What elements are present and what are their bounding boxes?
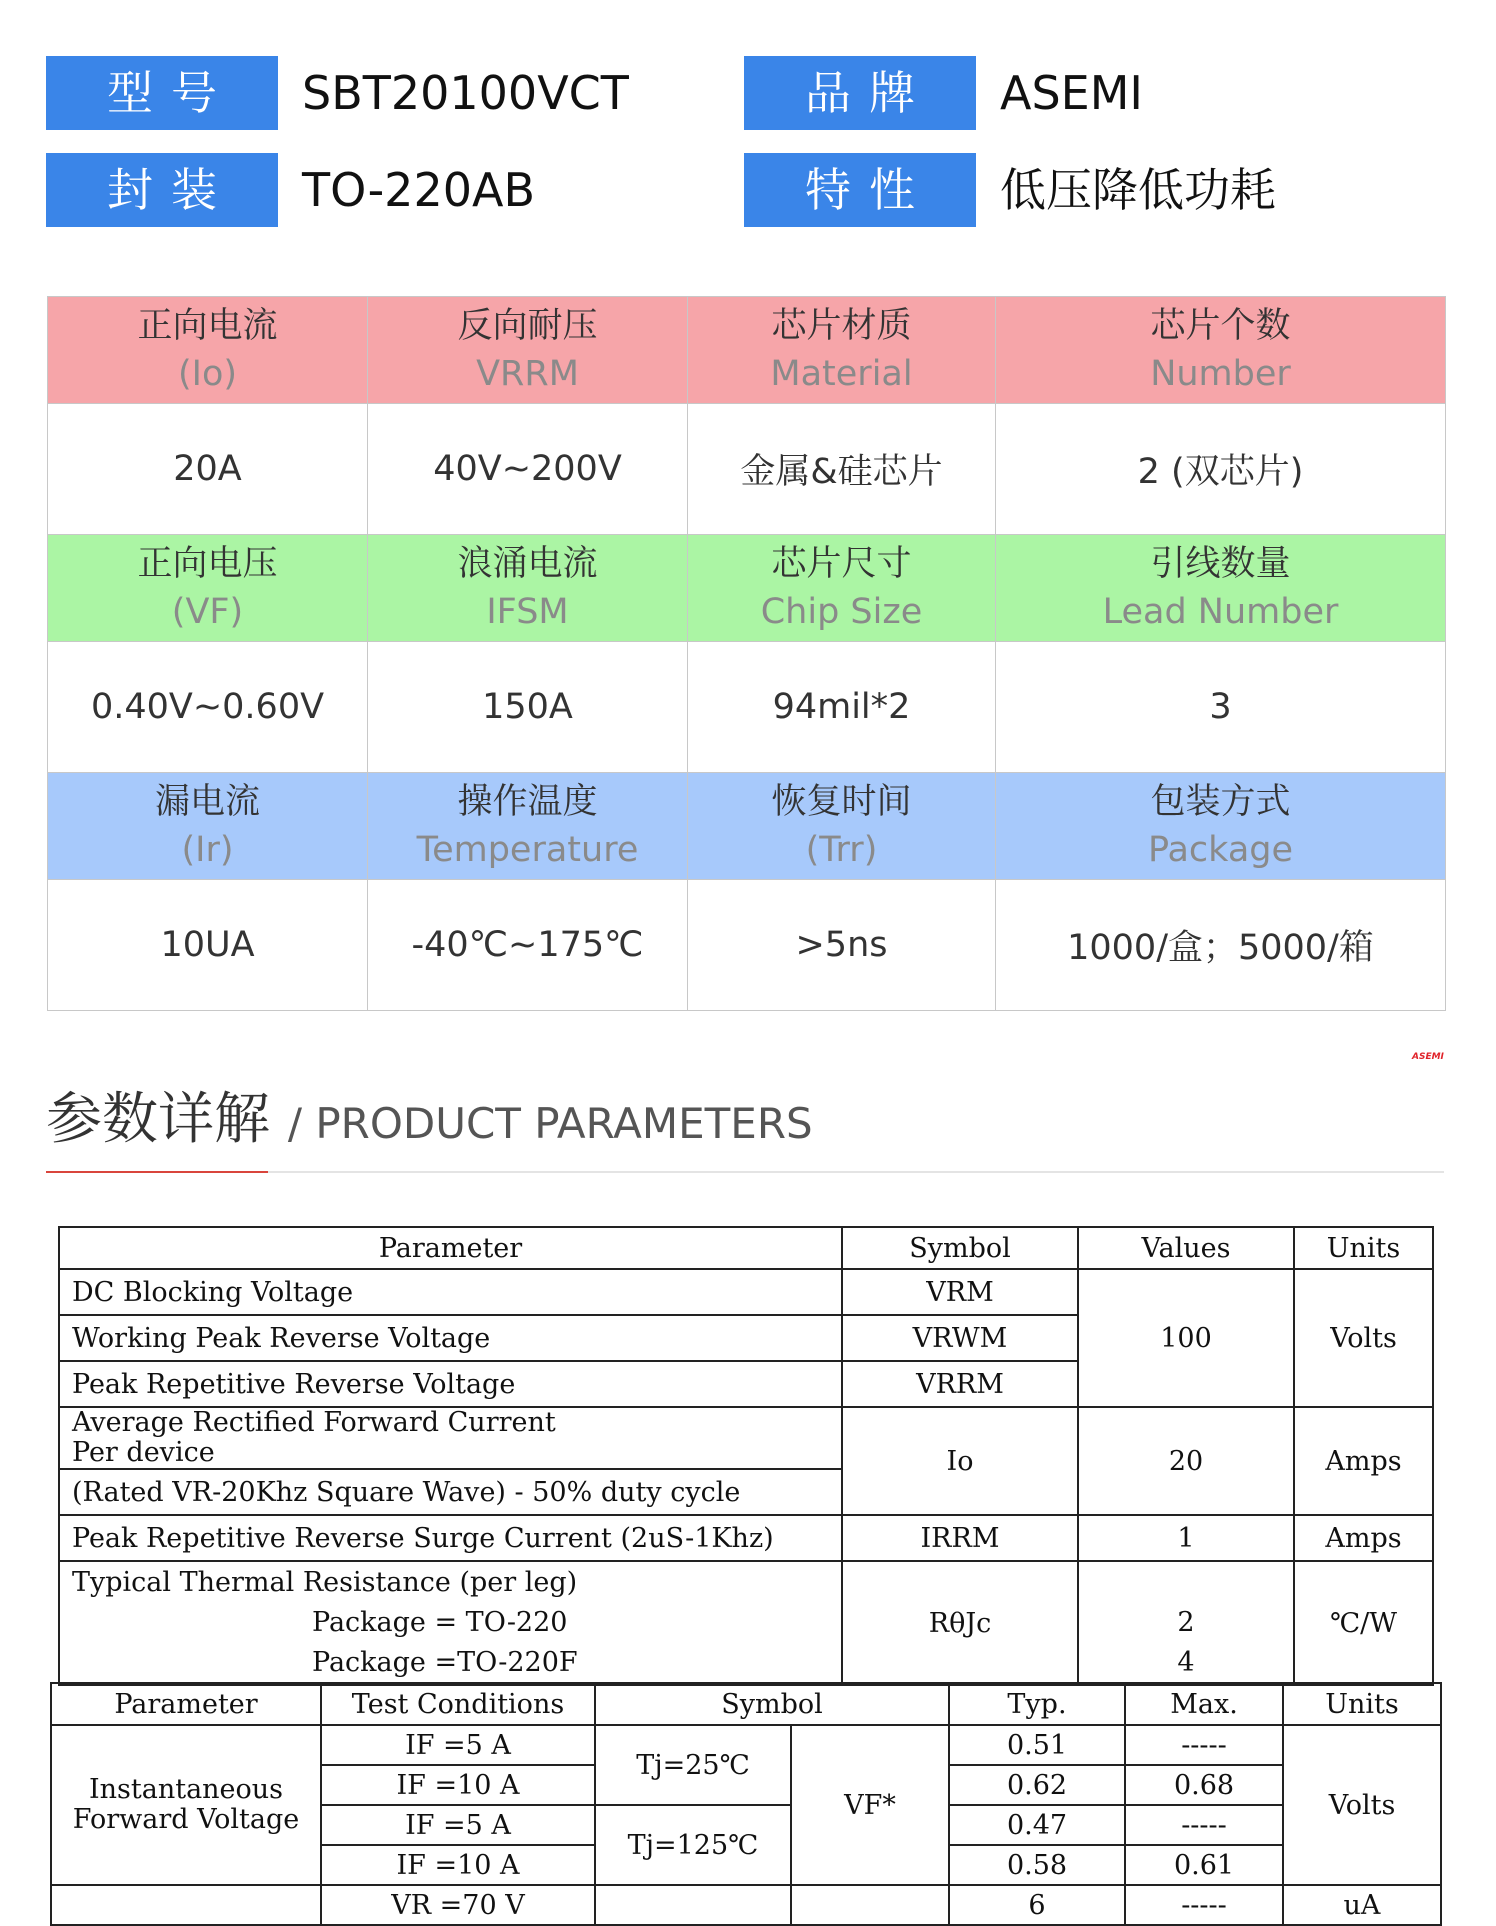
param-cell: Peak Repetitive Reverse Voltage — [59, 1361, 842, 1407]
brand-label: 品牌 — [744, 56, 976, 130]
value-cell: 40V~200V — [368, 404, 688, 535]
unit-cell: Volts — [1294, 1269, 1433, 1407]
param-cell: (Rated VR-20Khz Square Wave) - 50% duty cycle — [59, 1469, 842, 1515]
summary-grid — [47, 296, 1446, 1011]
table-row — [59, 1407, 1433, 1469]
value-cell: 20 — [1078, 1407, 1294, 1515]
param-cell — [59, 1561, 842, 1685]
condition-cell: IF =5 A — [321, 1805, 595, 1845]
header-cell: 恢复时间 (Trr) — [688, 773, 996, 880]
value-line: 2 — [1177, 1607, 1195, 1638]
feature-value: 低压降低功耗 — [1000, 163, 1276, 217]
typ-cell: 0.58 — [949, 1845, 1125, 1885]
electrical-table — [50, 1682, 1442, 1926]
max-cell: ----- — [1125, 1885, 1283, 1925]
typ-cell: 0.62 — [949, 1765, 1125, 1805]
summary-header-row — [48, 297, 1446, 404]
value-cell: 94mil*2 — [688, 642, 996, 773]
model-value: SBT20100VCT — [302, 66, 629, 120]
symbol-cell — [791, 1885, 949, 1925]
table-row — [59, 1269, 1433, 1315]
value-cell: 0.40V~0.60V — [48, 642, 368, 773]
condition-cell: IF =5 A — [321, 1725, 595, 1765]
value-cell: 1 — [1078, 1515, 1294, 1561]
value-cell: 2 (双芯片) — [996, 404, 1446, 535]
header-cell: 芯片材质 Material — [688, 297, 996, 404]
value-cell: 金属&硅芯片 — [688, 404, 996, 535]
header-cell: 操作温度 Temperature — [368, 773, 688, 880]
param-line: Forward Voltage — [72, 1804, 300, 1835]
value-cell: >5ns — [688, 880, 996, 1011]
param-line: Package =TO-220F — [312, 1647, 578, 1678]
typ-cell: 0.51 — [949, 1725, 1125, 1765]
unit-cell: Amps — [1294, 1515, 1433, 1561]
symbol-cell: VRRM — [842, 1361, 1078, 1407]
symbol-cell: VRM — [842, 1269, 1078, 1315]
summary-value-row — [48, 642, 1446, 773]
summary-header-row — [48, 535, 1446, 642]
header-cell: 引线数量 Lead Number — [996, 535, 1446, 642]
param-line: Per device — [72, 1437, 215, 1468]
tj-cell: Tj=25℃ — [595, 1725, 791, 1805]
header-cell: 浪涌电流 IFSM — [368, 535, 688, 642]
package-label: 封装 — [46, 153, 278, 227]
model-label: 型号 — [46, 56, 278, 130]
header-units: Units — [1294, 1227, 1433, 1269]
asemi-logo: ASEMI — [1412, 1052, 1444, 1062]
header-cell: 包装方式 Package — [996, 773, 1446, 880]
header-typ: Typ. — [949, 1683, 1125, 1725]
condition-cell: VR =70 V — [321, 1885, 595, 1925]
param-cell: DC Blocking Voltage — [59, 1269, 842, 1315]
summary-header-row — [48, 773, 1446, 880]
max-cell: ----- — [1125, 1805, 1283, 1845]
header-cell: 正向电压 (VF) — [48, 535, 368, 642]
value-cell — [1078, 1561, 1294, 1685]
param-line: Package = TO-220 — [312, 1607, 568, 1638]
param-line: Average Rectified Forward Current — [72, 1407, 556, 1438]
header-symbol: Symbol — [842, 1227, 1078, 1269]
feature-label: 特性 — [744, 153, 976, 227]
tj-cell — [595, 1885, 791, 1925]
unit-cell: Volts — [1283, 1725, 1441, 1885]
header-cell: 反向耐压 VRRM — [368, 297, 688, 404]
header-parameter: Parameter — [51, 1683, 321, 1725]
table-header-row — [59, 1227, 1433, 1269]
value-cell: 20A — [48, 404, 368, 535]
param-cell — [51, 1725, 321, 1885]
tj-cell: Tj=125℃ — [595, 1805, 791, 1885]
symbol-cell: VF* — [791, 1725, 949, 1885]
unit-cell: Amps — [1294, 1407, 1433, 1515]
header-units: Units — [1283, 1683, 1441, 1725]
param-cell: Working Peak Reverse Voltage — [59, 1315, 842, 1361]
header-values: Values — [1078, 1227, 1294, 1269]
symbol-cell: Io — [842, 1407, 1078, 1515]
summary-value-row — [48, 880, 1446, 1011]
header-cell: 芯片尺寸 Chip Size — [688, 535, 996, 642]
section-subtitle: / PRODUCT PARAMETERS — [287, 1099, 813, 1148]
summary-value-row — [48, 404, 1446, 535]
table-row — [59, 1561, 1433, 1685]
value-cell: 150A — [368, 642, 688, 773]
symbol-cell: IRRM — [842, 1515, 1078, 1561]
max-cell: 0.68 — [1125, 1765, 1283, 1805]
symbol-cell: VRWM — [842, 1315, 1078, 1361]
header-parameter: Parameter — [59, 1227, 842, 1269]
section-title — [46, 1080, 813, 1164]
table-row — [51, 1725, 1441, 1765]
param-cell — [51, 1885, 321, 1925]
value-cell: 10UA — [48, 880, 368, 1011]
header-max: Max. — [1125, 1683, 1283, 1725]
param-line: Typical Thermal Resistance (per leg) — [72, 1567, 578, 1598]
param-cell — [59, 1407, 842, 1469]
section-divider-accent — [46, 1171, 268, 1173]
brand-value: ASEMI — [1000, 66, 1143, 120]
max-cell: 0.61 — [1125, 1845, 1283, 1885]
header-cell: 正向电流 (Io) — [48, 297, 368, 404]
unit-cell: uA — [1283, 1885, 1441, 1925]
value-cell: 1000/盒；5000/箱 — [996, 880, 1446, 1011]
max-cell: ----- — [1125, 1725, 1283, 1765]
package-value: TO-220AB — [302, 163, 536, 217]
value-cell: 3 — [996, 642, 1446, 773]
value-cell: 100 — [1078, 1269, 1294, 1407]
table-row — [51, 1885, 1441, 1925]
typ-cell: 6 — [949, 1885, 1125, 1925]
header-symbol: Symbol — [595, 1683, 949, 1725]
table-row — [59, 1515, 1433, 1561]
value-line: 4 — [1177, 1647, 1195, 1678]
param-line: Instantaneous — [88, 1774, 284, 1805]
symbol-cell: RθJc — [842, 1561, 1078, 1685]
unit-cell: ℃/W — [1294, 1561, 1433, 1685]
header-conditions: Test Conditions — [321, 1683, 595, 1725]
header-cell: 漏电流 (Ir) — [48, 773, 368, 880]
header-cell: 芯片个数 Number — [996, 297, 1446, 404]
max-ratings-table — [58, 1226, 1434, 1686]
condition-cell: IF =10 A — [321, 1845, 595, 1885]
typ-cell: 0.47 — [949, 1805, 1125, 1845]
table-header-row — [51, 1683, 1441, 1725]
value-cell: -40℃~175℃ — [368, 880, 688, 1011]
condition-cell: IF =10 A — [321, 1765, 595, 1805]
param-cell: Peak Repetitive Reverse Surge Current (2uS-1Khz) — [59, 1515, 842, 1561]
section-title-zh: 参数详解 — [46, 1087, 270, 1152]
